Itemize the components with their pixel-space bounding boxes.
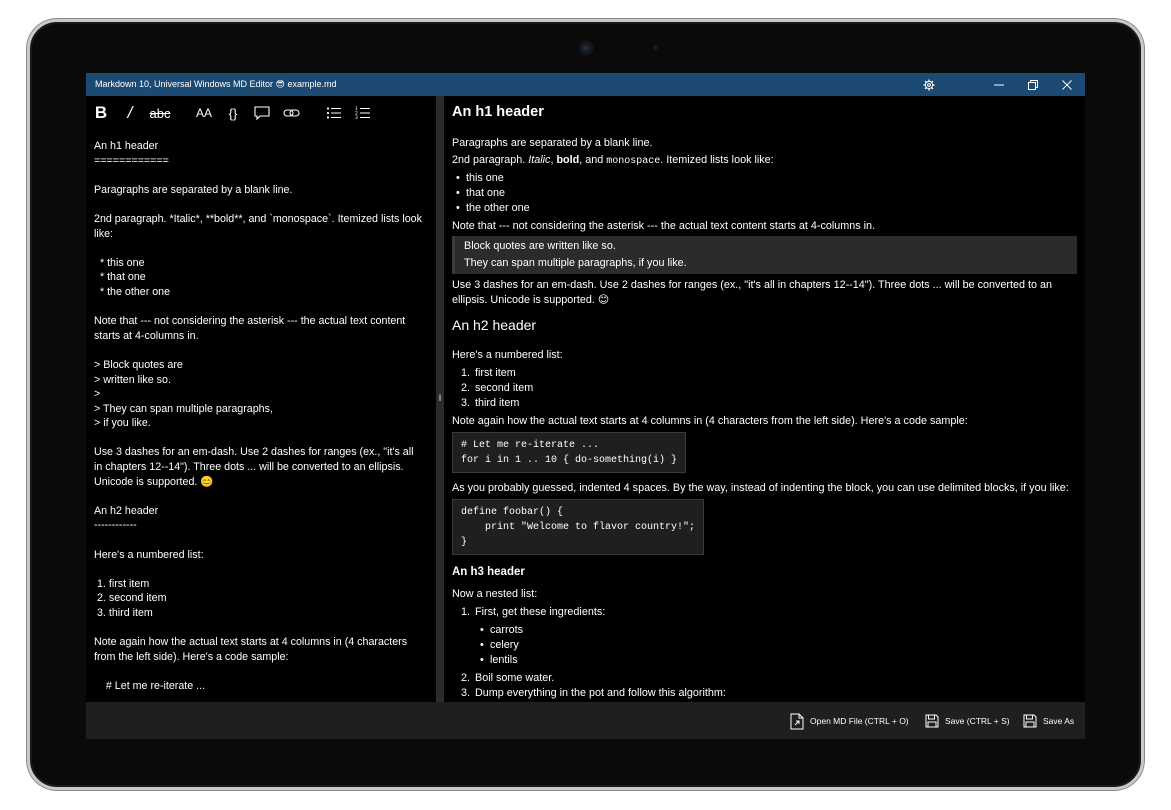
format-toolbar bbox=[86, 96, 436, 130]
svg-text:1: 1 bbox=[355, 107, 358, 112]
save-icon bbox=[925, 714, 939, 728]
save-label: Save (CTRL + S) bbox=[945, 716, 1010, 726]
open-file-label: Open MD File (CTRL + O) bbox=[810, 716, 909, 726]
light-sensor bbox=[653, 45, 658, 50]
list-number: 2. bbox=[461, 672, 471, 684]
monospace-text: monospace bbox=[606, 156, 661, 167]
list-number: 3. bbox=[461, 397, 471, 409]
list-text: Dump everything in the pot and follow this algorithm: bbox=[475, 687, 726, 699]
preview-h2: An h2 header bbox=[452, 317, 537, 333]
list-text: Boil some water. bbox=[475, 672, 555, 684]
nested-list-intro: Now a nested list: bbox=[452, 588, 538, 600]
bold-button[interactable]: B bbox=[94, 103, 108, 122]
list-item bbox=[461, 671, 554, 686]
text: , and bbox=[579, 154, 607, 166]
list-text: first item bbox=[475, 367, 516, 379]
list-text: second item bbox=[475, 382, 534, 394]
list-number: 1. bbox=[461, 606, 471, 618]
italic-text: Italic bbox=[528, 154, 551, 166]
camera bbox=[579, 41, 593, 55]
preview-h3: An h3 header bbox=[452, 566, 525, 578]
save-button[interactable] bbox=[925, 712, 1010, 730]
open-file-icon bbox=[790, 713, 804, 730]
numbered-list-button[interactable] bbox=[355, 102, 371, 124]
list-text: First, get these ingredients: bbox=[475, 606, 606, 618]
rendered-preview-pane bbox=[444, 96, 1085, 702]
link-icon bbox=[283, 107, 300, 119]
list-item bbox=[461, 686, 726, 701]
close-icon[interactable] bbox=[1050, 73, 1084, 96]
text: 2nd paragraph. bbox=[452, 154, 529, 166]
list-item bbox=[461, 396, 519, 411]
bulleted-list-button[interactable] bbox=[326, 102, 342, 124]
numbered-list-icon bbox=[355, 106, 371, 120]
font-case-button[interactable]: AA bbox=[196, 106, 213, 120]
sub-list-item: • lentils bbox=[490, 653, 518, 668]
numbered-list-intro: Here's a numbered list: bbox=[452, 349, 563, 361]
sub-list-item: • celery bbox=[490, 638, 519, 653]
list-number: 3. bbox=[461, 687, 471, 699]
italic-button[interactable]: / bbox=[127, 103, 133, 122]
bulleted-list-icon bbox=[326, 106, 342, 120]
link-button[interactable] bbox=[282, 102, 300, 124]
list-number: 2. bbox=[461, 382, 471, 394]
preview-note-2: Note again how the actual text starts at 4 columns in (4 characters from the left side). Here's a code sample: bbox=[452, 415, 968, 427]
restore-icon[interactable] bbox=[1016, 73, 1050, 96]
code-block: define foobar() { print "Welcome to flavor country!"; } bbox=[452, 499, 704, 555]
list-text: third item bbox=[475, 397, 520, 409]
save-as-label: Save As bbox=[1043, 716, 1075, 726]
settings-gear-icon[interactable] bbox=[912, 73, 946, 96]
list-item bbox=[461, 381, 533, 396]
blockquote bbox=[452, 236, 1077, 274]
window-title: Markdown 10, Universal Windows MD Editor 😎 example.md bbox=[95, 79, 337, 89]
sub-list-item: • carrots bbox=[490, 623, 523, 638]
list-item: • that one bbox=[466, 186, 505, 201]
list-item: • the other one bbox=[466, 201, 530, 216]
open-file-button[interactable] bbox=[790, 712, 909, 730]
command-bar bbox=[86, 702, 1085, 739]
save-as-icon bbox=[1023, 714, 1037, 728]
code-button[interactable]: {} bbox=[228, 105, 238, 121]
markdown-source-text[interactable]: An h1 header ============ Paragraphs are separated by a blank line. 2nd paragraph. *Italic*, **bold**, and `monospace`. Itemized lists look like: * this one * that one * the other one Note that --- not considering the asterisk --- the actual text content starts at 4-columns in. > Block quotes are > written like so. > > They can span multiple paragraphs, > if you like. Use 3 dashes for an em-dash. Use 2 dashes for ranges (ex., "it's all in chapters 12--14"). Three dots ... will be converted to an ellipsis. Unicode is supported. 😊 An h2 header ------------ Here's a numbered list: 1. first item 2. second item 3. third item Note again how the actual text starts at 4 columns in (4 characters from the left side). Here's a code sample: # Let me re-iterate ... bbox=[94, 140, 422, 692]
list-item: • this one bbox=[466, 171, 504, 186]
preview-paragraph-2 bbox=[452, 153, 774, 169]
text: . Itemized lists look like: bbox=[660, 154, 774, 166]
blockquote-line: Block quotes are written like so. bbox=[464, 240, 616, 252]
markdown-editor-pane[interactable] bbox=[86, 96, 436, 702]
preview-note-1: Note that --- not considering the asterisk --- the actual text content starts at 4-columns in. bbox=[452, 220, 876, 232]
app-window bbox=[86, 73, 1085, 739]
bold-text: bold bbox=[556, 154, 580, 166]
preview-guessed-paragraph: As you probably guessed, indented 4 spaces. By the way, instead of indenting the block, you can use delimited blocks, if you like: bbox=[452, 482, 1069, 494]
list-number: 1. bbox=[461, 367, 471, 379]
title-bar[interactable] bbox=[86, 73, 1085, 96]
preview-paragraph-1: Paragraphs are separated by a blank line. bbox=[452, 137, 653, 149]
text: , bbox=[550, 154, 557, 166]
list-item bbox=[461, 605, 605, 620]
code-block: # Let me re-iterate ... for i in 1 .. 10 { do-something(i) } bbox=[452, 432, 686, 473]
save-as-button[interactable] bbox=[1023, 712, 1074, 730]
svg-text:2: 2 bbox=[355, 111, 358, 117]
quote-button[interactable] bbox=[253, 102, 271, 124]
blockquote-line: They can span multiple paragraphs, if you like. bbox=[464, 257, 687, 269]
list-item bbox=[461, 366, 516, 381]
speech-bubble-icon bbox=[254, 106, 270, 120]
preview-h1: An h1 header bbox=[452, 104, 544, 120]
splitter-grip-icon[interactable]: ‖ bbox=[438, 393, 442, 403]
minimize-icon[interactable] bbox=[982, 73, 1016, 96]
svg-text:3: 3 bbox=[355, 116, 358, 120]
preview-dashes-paragraph: Use 3 dashes for an em-dash. Use 2 dashes for ranges (ex., "it's all in chapters 12--14"). Three dots ... will be converted to an ellipsis. Unicode is supported. 😊 bbox=[452, 279, 1053, 306]
strikethrough-button[interactable]: abc bbox=[149, 105, 171, 121]
